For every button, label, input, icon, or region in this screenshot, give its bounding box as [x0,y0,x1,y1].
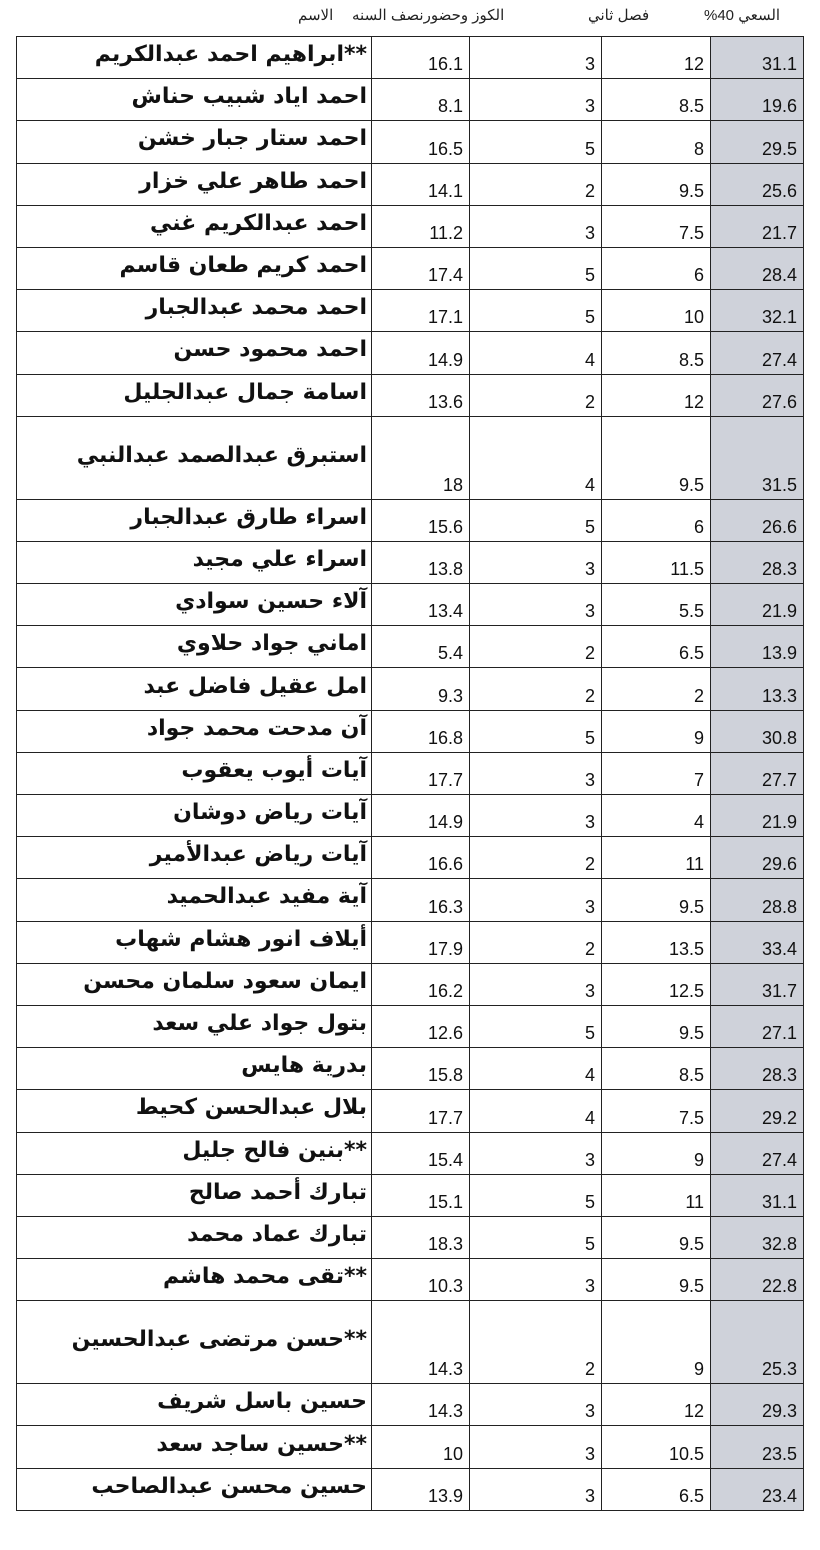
student-name: آيات أيوب يعقوب [17,752,372,794]
header-quiz-attendance: الكوز وحضور [423,7,505,24]
student-name: **حسن مرتضى عبدالحسين [17,1301,372,1384]
midyear-score: 17.7 [372,1090,470,1132]
quiz-attendance-score: 3 [470,37,602,79]
quiz-attendance-score: 4 [470,332,602,374]
midyear-score: 14.9 [372,795,470,837]
second-semester-score: 6.5 [602,626,711,668]
table-row [17,205,804,247]
student-name: آية مفيد عبدالحميد [17,879,372,921]
table-row [17,795,804,837]
student-name: ايمان سعود سلمان محسن [17,963,372,1005]
midyear-score: 13.6 [372,374,470,416]
midyear-score: 12.6 [372,1005,470,1047]
midyear-score: 10 [372,1426,470,1468]
sai-score: 27.4 [711,1132,804,1174]
second-semester-score: 8.5 [602,79,711,121]
student-name: آيات رياض دوشان [17,795,372,837]
second-semester-score: 10.5 [602,1426,711,1468]
student-name: آن مدحت محمد جواد [17,710,372,752]
sai-score: 28.4 [711,247,804,289]
student-name: حسين محسن عبدالصاحب [17,1468,372,1510]
sai-score: 32.1 [711,290,804,332]
sai-score: 27.6 [711,374,804,416]
midyear-score: 16.5 [372,121,470,163]
second-semester-score: 9.5 [602,879,711,921]
sai-score: 22.8 [711,1259,804,1301]
quiz-attendance-score: 5 [470,247,602,289]
sai-score: 19.6 [711,79,804,121]
student-name: احمد عبدالكريم غني [17,205,372,247]
midyear-score: 18 [372,416,470,499]
sai-score: 21.9 [711,584,804,626]
midyear-score: 16.6 [372,837,470,879]
second-semester-score: 2 [602,668,711,710]
student-name: احمد محمود حسن [17,332,372,374]
second-semester-score: 6 [602,499,711,541]
sai-score: 29.5 [711,121,804,163]
quiz-attendance-score: 3 [470,1384,602,1426]
second-semester-score: 12 [602,37,711,79]
table-row [17,626,804,668]
second-semester-score: 11 [602,837,711,879]
table-row [17,374,804,416]
table-row [17,668,804,710]
table-row [17,710,804,752]
student-name: **تقى محمد هاشم [17,1259,372,1301]
student-name: اسراء طارق عبدالجبار [17,499,372,541]
midyear-score: 18.3 [372,1216,470,1258]
midyear-score: 17.1 [372,290,470,332]
midyear-score: 10.3 [372,1259,470,1301]
student-name: اماني جواد حلاوي [17,626,372,668]
quiz-attendance-score: 4 [470,1090,602,1132]
second-semester-score: 8.5 [602,332,711,374]
quiz-attendance-score: 3 [470,541,602,583]
table-row [17,1301,804,1384]
quiz-attendance-score: 5 [470,710,602,752]
second-semester-score: 10 [602,290,711,332]
quiz-attendance-score: 2 [470,668,602,710]
sai-score: 21.9 [711,795,804,837]
sai-score: 31.1 [711,37,804,79]
student-name: آيات رياض عبدالأمير [17,837,372,879]
table-row [17,1005,804,1047]
midyear-score: 11.2 [372,205,470,247]
midyear-score: 16.3 [372,879,470,921]
quiz-attendance-score: 3 [470,1468,602,1510]
student-name: احمد كريم طعان قاسم [17,247,372,289]
student-name: بدرية هايس [17,1048,372,1090]
quiz-attendance-score: 3 [470,795,602,837]
sai-score: 13.9 [711,626,804,668]
quiz-attendance-score: 4 [470,1048,602,1090]
midyear-score: 17.4 [372,247,470,289]
table-row [17,79,804,121]
midyear-score: 8.1 [372,79,470,121]
student-name: **بنين فالح جليل [17,1132,372,1174]
sai-score: 21.7 [711,205,804,247]
quiz-attendance-score: 5 [470,1174,602,1216]
table-row [17,1132,804,1174]
quiz-attendance-score: 5 [470,121,602,163]
midyear-score: 16.1 [372,37,470,79]
quiz-attendance-score: 3 [470,963,602,1005]
quiz-attendance-score: 2 [470,374,602,416]
sai-score: 27.4 [711,332,804,374]
quiz-attendance-score: 3 [470,879,602,921]
student-name: بلال عبدالحسن كحيط [17,1090,372,1132]
table-row [17,163,804,205]
quiz-attendance-score: 3 [470,1259,602,1301]
sai-score: 28.3 [711,541,804,583]
midyear-score: 5.4 [372,626,470,668]
second-semester-score: 11.5 [602,541,711,583]
second-semester-score: 4 [602,795,711,837]
sai-score: 27.1 [711,1005,804,1047]
sai-score: 26.6 [711,499,804,541]
quiz-attendance-score: 3 [470,1426,602,1468]
sai-score: 27.7 [711,752,804,794]
student-name: آلاء حسين سوادي [17,584,372,626]
sai-score: 28.3 [711,1048,804,1090]
grades-table-body [17,37,804,1511]
table-row [17,332,804,374]
quiz-attendance-score: 3 [470,584,602,626]
table-row [17,1468,804,1510]
sai-score: 23.5 [711,1426,804,1468]
quiz-attendance-score: 2 [470,837,602,879]
student-name: **حسين ساجد سعد [17,1426,372,1468]
sai-score: 29.6 [711,837,804,879]
quiz-attendance-score: 5 [470,1005,602,1047]
table-row [17,1048,804,1090]
second-semester-score: 6 [602,247,711,289]
second-semester-score: 9.5 [602,416,711,499]
second-semester-score: 9.5 [602,1216,711,1258]
sai-score: 31.1 [711,1174,804,1216]
midyear-score: 13.4 [372,584,470,626]
student-name: احمد طاهر علي خزار [17,163,372,205]
midyear-score: 15.4 [372,1132,470,1174]
second-semester-score: 9.5 [602,1259,711,1301]
table-row [17,752,804,794]
table-row [17,837,804,879]
second-semester-score: 8 [602,121,711,163]
table-row [17,921,804,963]
second-semester-score: 9 [602,1301,711,1384]
sai-score: 28.8 [711,879,804,921]
quiz-attendance-score: 3 [470,752,602,794]
second-semester-score: 12 [602,374,711,416]
quiz-attendance-score: 4 [470,416,602,499]
midyear-score: 14.9 [372,332,470,374]
student-name: حسين باسل شريف [17,1384,372,1426]
table-row [17,499,804,541]
table-row [17,37,804,79]
second-semester-score: 7.5 [602,205,711,247]
table-row [17,1090,804,1132]
header-name: الاسم [298,7,334,24]
table-row [17,963,804,1005]
table-row [17,1384,804,1426]
midyear-score: 16.2 [372,963,470,1005]
table-row [17,1216,804,1258]
second-semester-score: 8.5 [602,1048,711,1090]
quiz-attendance-score: 5 [470,290,602,332]
midyear-score: 17.7 [372,752,470,794]
student-name: تبارك عماد محمد [17,1216,372,1258]
sai-score: 13.3 [711,668,804,710]
quiz-attendance-score: 2 [470,163,602,205]
student-name: استبرق عبدالصمد عبدالنبي [17,416,372,499]
header-second-semester: فصل ثاني [588,7,650,24]
header-midyear: نصف السنه [352,7,424,24]
midyear-score: 14.1 [372,163,470,205]
second-semester-score: 7.5 [602,1090,711,1132]
table-row [17,1426,804,1468]
second-semester-score: 6.5 [602,1468,711,1510]
midyear-score: 15.6 [372,499,470,541]
second-semester-score: 9 [602,710,711,752]
second-semester-score: 13.5 [602,921,711,963]
table-row [17,584,804,626]
second-semester-score: 7 [602,752,711,794]
table-row [17,416,804,499]
midyear-score: 13.8 [372,541,470,583]
second-semester-score: 12.5 [602,963,711,1005]
quiz-attendance-score: 5 [470,499,602,541]
midyear-score: 13.9 [372,1468,470,1510]
sai-score: 25.6 [711,163,804,205]
student-name: **ابراهيم احمد عبدالكريم [17,37,372,79]
student-name: احمد محمد عبدالجبار [17,290,372,332]
midyear-score: 14.3 [372,1384,470,1426]
sai-score: 33.4 [711,921,804,963]
sai-score: 31.7 [711,963,804,1005]
midyear-score: 17.9 [372,921,470,963]
midyear-score: 15.1 [372,1174,470,1216]
student-name: اسراء علي مجيد [17,541,372,583]
quiz-attendance-score: 5 [470,1216,602,1258]
quiz-attendance-score: 2 [470,626,602,668]
quiz-attendance-score: 3 [470,79,602,121]
sai-score: 25.3 [711,1301,804,1384]
student-name: احمد ستار جبار خشن [17,121,372,163]
sai-score: 30.8 [711,710,804,752]
second-semester-score: 5.5 [602,584,711,626]
midyear-score: 15.8 [372,1048,470,1090]
sai-score: 23.4 [711,1468,804,1510]
table-row [17,290,804,332]
table-row [17,1174,804,1216]
quiz-attendance-score: 3 [470,1132,602,1174]
table-row [17,247,804,289]
table-row [17,541,804,583]
quiz-attendance-score: 2 [470,921,602,963]
midyear-score: 14.3 [372,1301,470,1384]
quiz-attendance-score: 2 [470,1301,602,1384]
midyear-score: 9.3 [372,668,470,710]
header-quiz-mid [352,6,504,24]
second-semester-score: 9.5 [602,1005,711,1047]
student-name: احمد اياد شبيب حناش [17,79,372,121]
sai-score: 31.5 [711,416,804,499]
sai-score: 29.2 [711,1090,804,1132]
second-semester-score: 12 [602,1384,711,1426]
header-sai: السعي 40% [704,7,781,24]
second-semester-score: 9 [602,1132,711,1174]
quiz-attendance-score: 3 [470,205,602,247]
midyear-score: 16.8 [372,710,470,752]
table-row [17,879,804,921]
column-headers [0,4,820,34]
grades-table [16,36,804,1511]
sai-score: 32.8 [711,1216,804,1258]
student-name: بتول جواد علي سعد [17,1005,372,1047]
table-row [17,121,804,163]
student-name: أيلاف انور هشام شهاب [17,921,372,963]
second-semester-score: 11 [602,1174,711,1216]
sai-score: 29.3 [711,1384,804,1426]
student-name: اسامة جمال عبدالجليل [17,374,372,416]
second-semester-score: 9.5 [602,163,711,205]
table-row [17,1259,804,1301]
student-name: تبارك أحمد صالح [17,1174,372,1216]
student-name: امل عقيل فاضل عبد [17,668,372,710]
